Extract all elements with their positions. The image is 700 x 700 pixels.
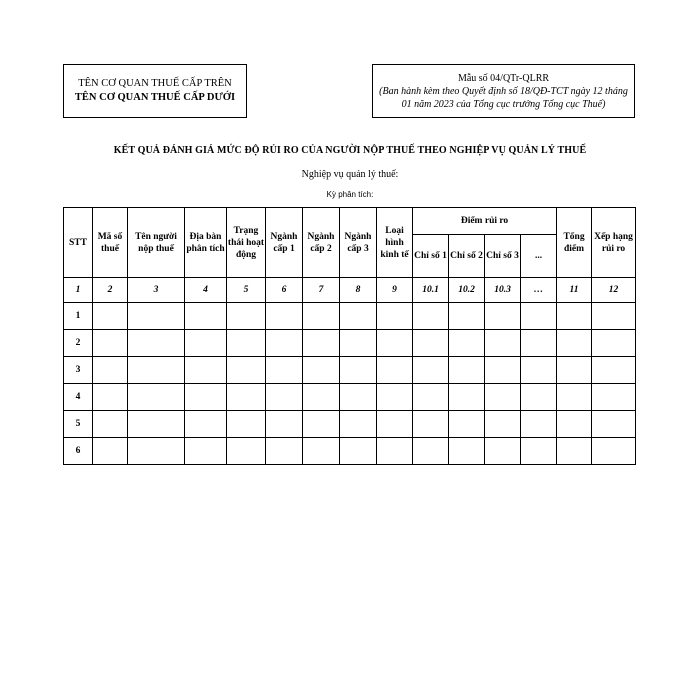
- col-status: Trạng thái hoạt động: [227, 208, 266, 278]
- table-cell: [377, 384, 413, 411]
- table-cell: [449, 384, 485, 411]
- col-index-more: ...: [521, 235, 557, 278]
- table-cell: [266, 357, 303, 384]
- column-number: 7: [303, 278, 340, 303]
- form-issuance-note: (Ban hành kèm theo Quyết định số 18/QĐ-TCT ngày 12 tháng 01 năm 2023 của Tổng cục trưởng Tổng cục Thuế): [379, 85, 628, 110]
- report-title: KẾT QUẢ ĐÁNH GIÁ MỨC ĐỘ RỦI RO CỦA NGƯỜI NỘP THUẾ THEO NGHIỆP VỤ QUẢN LÝ THUẾ: [113, 145, 587, 156]
- table-cell: [93, 411, 128, 438]
- tax-operation-label: Nghiệp vụ quản lý thuế:: [301, 169, 399, 180]
- table-cell: [592, 303, 636, 330]
- row-stt: 4: [64, 384, 93, 411]
- col-sector-1: Ngành cấp 1: [266, 208, 303, 278]
- table-cell: [449, 330, 485, 357]
- agency-header-box: [63, 64, 247, 118]
- row-stt: 3: [64, 357, 93, 384]
- col-stt: STT: [64, 208, 93, 278]
- table-cell: [266, 438, 303, 465]
- table-row: [64, 384, 636, 411]
- table-cell: [128, 438, 185, 465]
- table-cell: [413, 411, 449, 438]
- table-row: [64, 303, 636, 330]
- table-cell: [521, 438, 557, 465]
- table-cell: [413, 438, 449, 465]
- table-cell: [377, 357, 413, 384]
- table-cell: [303, 384, 340, 411]
- row-stt: 5: [64, 411, 93, 438]
- table-cell: [592, 357, 636, 384]
- table-cell: [592, 384, 636, 411]
- table-cell: [521, 384, 557, 411]
- table-cell: [521, 411, 557, 438]
- table-cell: [185, 357, 227, 384]
- table-cell: [93, 330, 128, 357]
- table-cell: [128, 411, 185, 438]
- column-number: 10.2: [449, 278, 485, 303]
- form-info-box: [372, 64, 635, 118]
- form-code: Mẫu số 04/QTr-QLRR: [457, 72, 550, 84]
- table-cell: [266, 330, 303, 357]
- table-cell: [227, 438, 266, 465]
- table-row: [64, 438, 636, 465]
- row-stt: 1: [64, 303, 93, 330]
- column-number: 4: [185, 278, 227, 303]
- column-number: 2: [93, 278, 128, 303]
- table-cell: [449, 411, 485, 438]
- agency-upper-name: TÊN CƠ QUAN THUẾ CẤP TRÊN: [78, 78, 232, 89]
- table-cell: [303, 438, 340, 465]
- table-cell: [227, 357, 266, 384]
- table-header-row: [64, 208, 636, 235]
- table-row: [64, 411, 636, 438]
- column-number: 12: [592, 278, 636, 303]
- table-cell: [185, 438, 227, 465]
- table-cell: [485, 411, 521, 438]
- table-cell: [340, 330, 377, 357]
- table-cell: [449, 303, 485, 330]
- table-cell: [93, 357, 128, 384]
- col-index-1: Chỉ số 1: [413, 235, 449, 278]
- table-cell: [377, 330, 413, 357]
- table-cell: [128, 303, 185, 330]
- table-cell: [303, 330, 340, 357]
- table-cell: [413, 303, 449, 330]
- table-cell: [227, 330, 266, 357]
- table-cell: [340, 411, 377, 438]
- col-risk-rank: Xếp hạng rủi ro: [592, 208, 636, 278]
- table-cell: [413, 384, 449, 411]
- table-cell: [592, 411, 636, 438]
- column-number-row: [64, 278, 636, 303]
- table-cell: [485, 357, 521, 384]
- table-cell: [340, 438, 377, 465]
- table-cell: [592, 330, 636, 357]
- table-cell: [521, 357, 557, 384]
- table-cell: [266, 411, 303, 438]
- analysis-period-label: Kỳ phân tích:: [326, 190, 374, 199]
- column-number: 5: [227, 278, 266, 303]
- table-cell: [377, 438, 413, 465]
- row-stt: 2: [64, 330, 93, 357]
- col-sector-3: Ngành cấp 3: [340, 208, 377, 278]
- table-cell: [449, 438, 485, 465]
- table-cell: [485, 438, 521, 465]
- table-cell: [266, 384, 303, 411]
- agency-lower-name: TÊN CƠ QUAN THUẾ CẤP DƯỚI: [74, 92, 236, 103]
- table-cell: [185, 330, 227, 357]
- table-cell: [266, 303, 303, 330]
- column-number: 10.1: [413, 278, 449, 303]
- column-number: …: [521, 278, 557, 303]
- col-area: Địa bàn phân tích: [185, 208, 227, 278]
- table-cell: [521, 330, 557, 357]
- table-cell: [340, 384, 377, 411]
- table-cell: [303, 357, 340, 384]
- table-cell: [413, 330, 449, 357]
- table-cell: [557, 303, 592, 330]
- table-cell: [557, 384, 592, 411]
- table-cell: [485, 303, 521, 330]
- table-cell: [485, 384, 521, 411]
- table-cell: [340, 357, 377, 384]
- table-cell: [485, 330, 521, 357]
- table-cell: [93, 384, 128, 411]
- column-number: 8: [340, 278, 377, 303]
- table-cell: [449, 357, 485, 384]
- table-cell: [128, 384, 185, 411]
- table-cell: [93, 303, 128, 330]
- table-cell: [557, 411, 592, 438]
- table-cell: [340, 303, 377, 330]
- table-cell: [303, 303, 340, 330]
- table-cell: [303, 411, 340, 438]
- table-cell: [557, 330, 592, 357]
- table-cell: [227, 411, 266, 438]
- column-number: 3: [128, 278, 185, 303]
- table-cell: [227, 303, 266, 330]
- col-business-type: Loại hình kinh tế: [377, 208, 413, 278]
- table-cell: [413, 357, 449, 384]
- table-cell: [377, 303, 413, 330]
- table-cell: [128, 357, 185, 384]
- col-index-2: Chỉ số 2: [449, 235, 485, 278]
- table-cell: [185, 411, 227, 438]
- column-number: 10.3: [485, 278, 521, 303]
- column-number: 1: [64, 278, 93, 303]
- table-cell: [185, 384, 227, 411]
- table-cell: [377, 411, 413, 438]
- table-cell: [185, 303, 227, 330]
- col-tax-code: Mã số thuế: [93, 208, 128, 278]
- risk-result-table: [63, 207, 636, 465]
- col-total-score: Tổng điểm: [557, 208, 592, 278]
- col-index-3: Chỉ số 3: [485, 235, 521, 278]
- table-row: [64, 357, 636, 384]
- table-cell: [128, 330, 185, 357]
- table-cell: [93, 438, 128, 465]
- row-stt: 6: [64, 438, 93, 465]
- col-taxpayer-name: Tên người nộp thuế: [128, 208, 185, 278]
- column-number: 11: [557, 278, 592, 303]
- table-row: [64, 330, 636, 357]
- table-cell: [557, 357, 592, 384]
- table-cell: [592, 438, 636, 465]
- table-cell: [521, 303, 557, 330]
- col-sector-2: Ngành cấp 2: [303, 208, 340, 278]
- table-cell: [557, 438, 592, 465]
- col-risk-score: Điểm rủi ro: [413, 208, 557, 235]
- table-cell: [227, 384, 266, 411]
- column-number: 9: [377, 278, 413, 303]
- column-number: 6: [266, 278, 303, 303]
